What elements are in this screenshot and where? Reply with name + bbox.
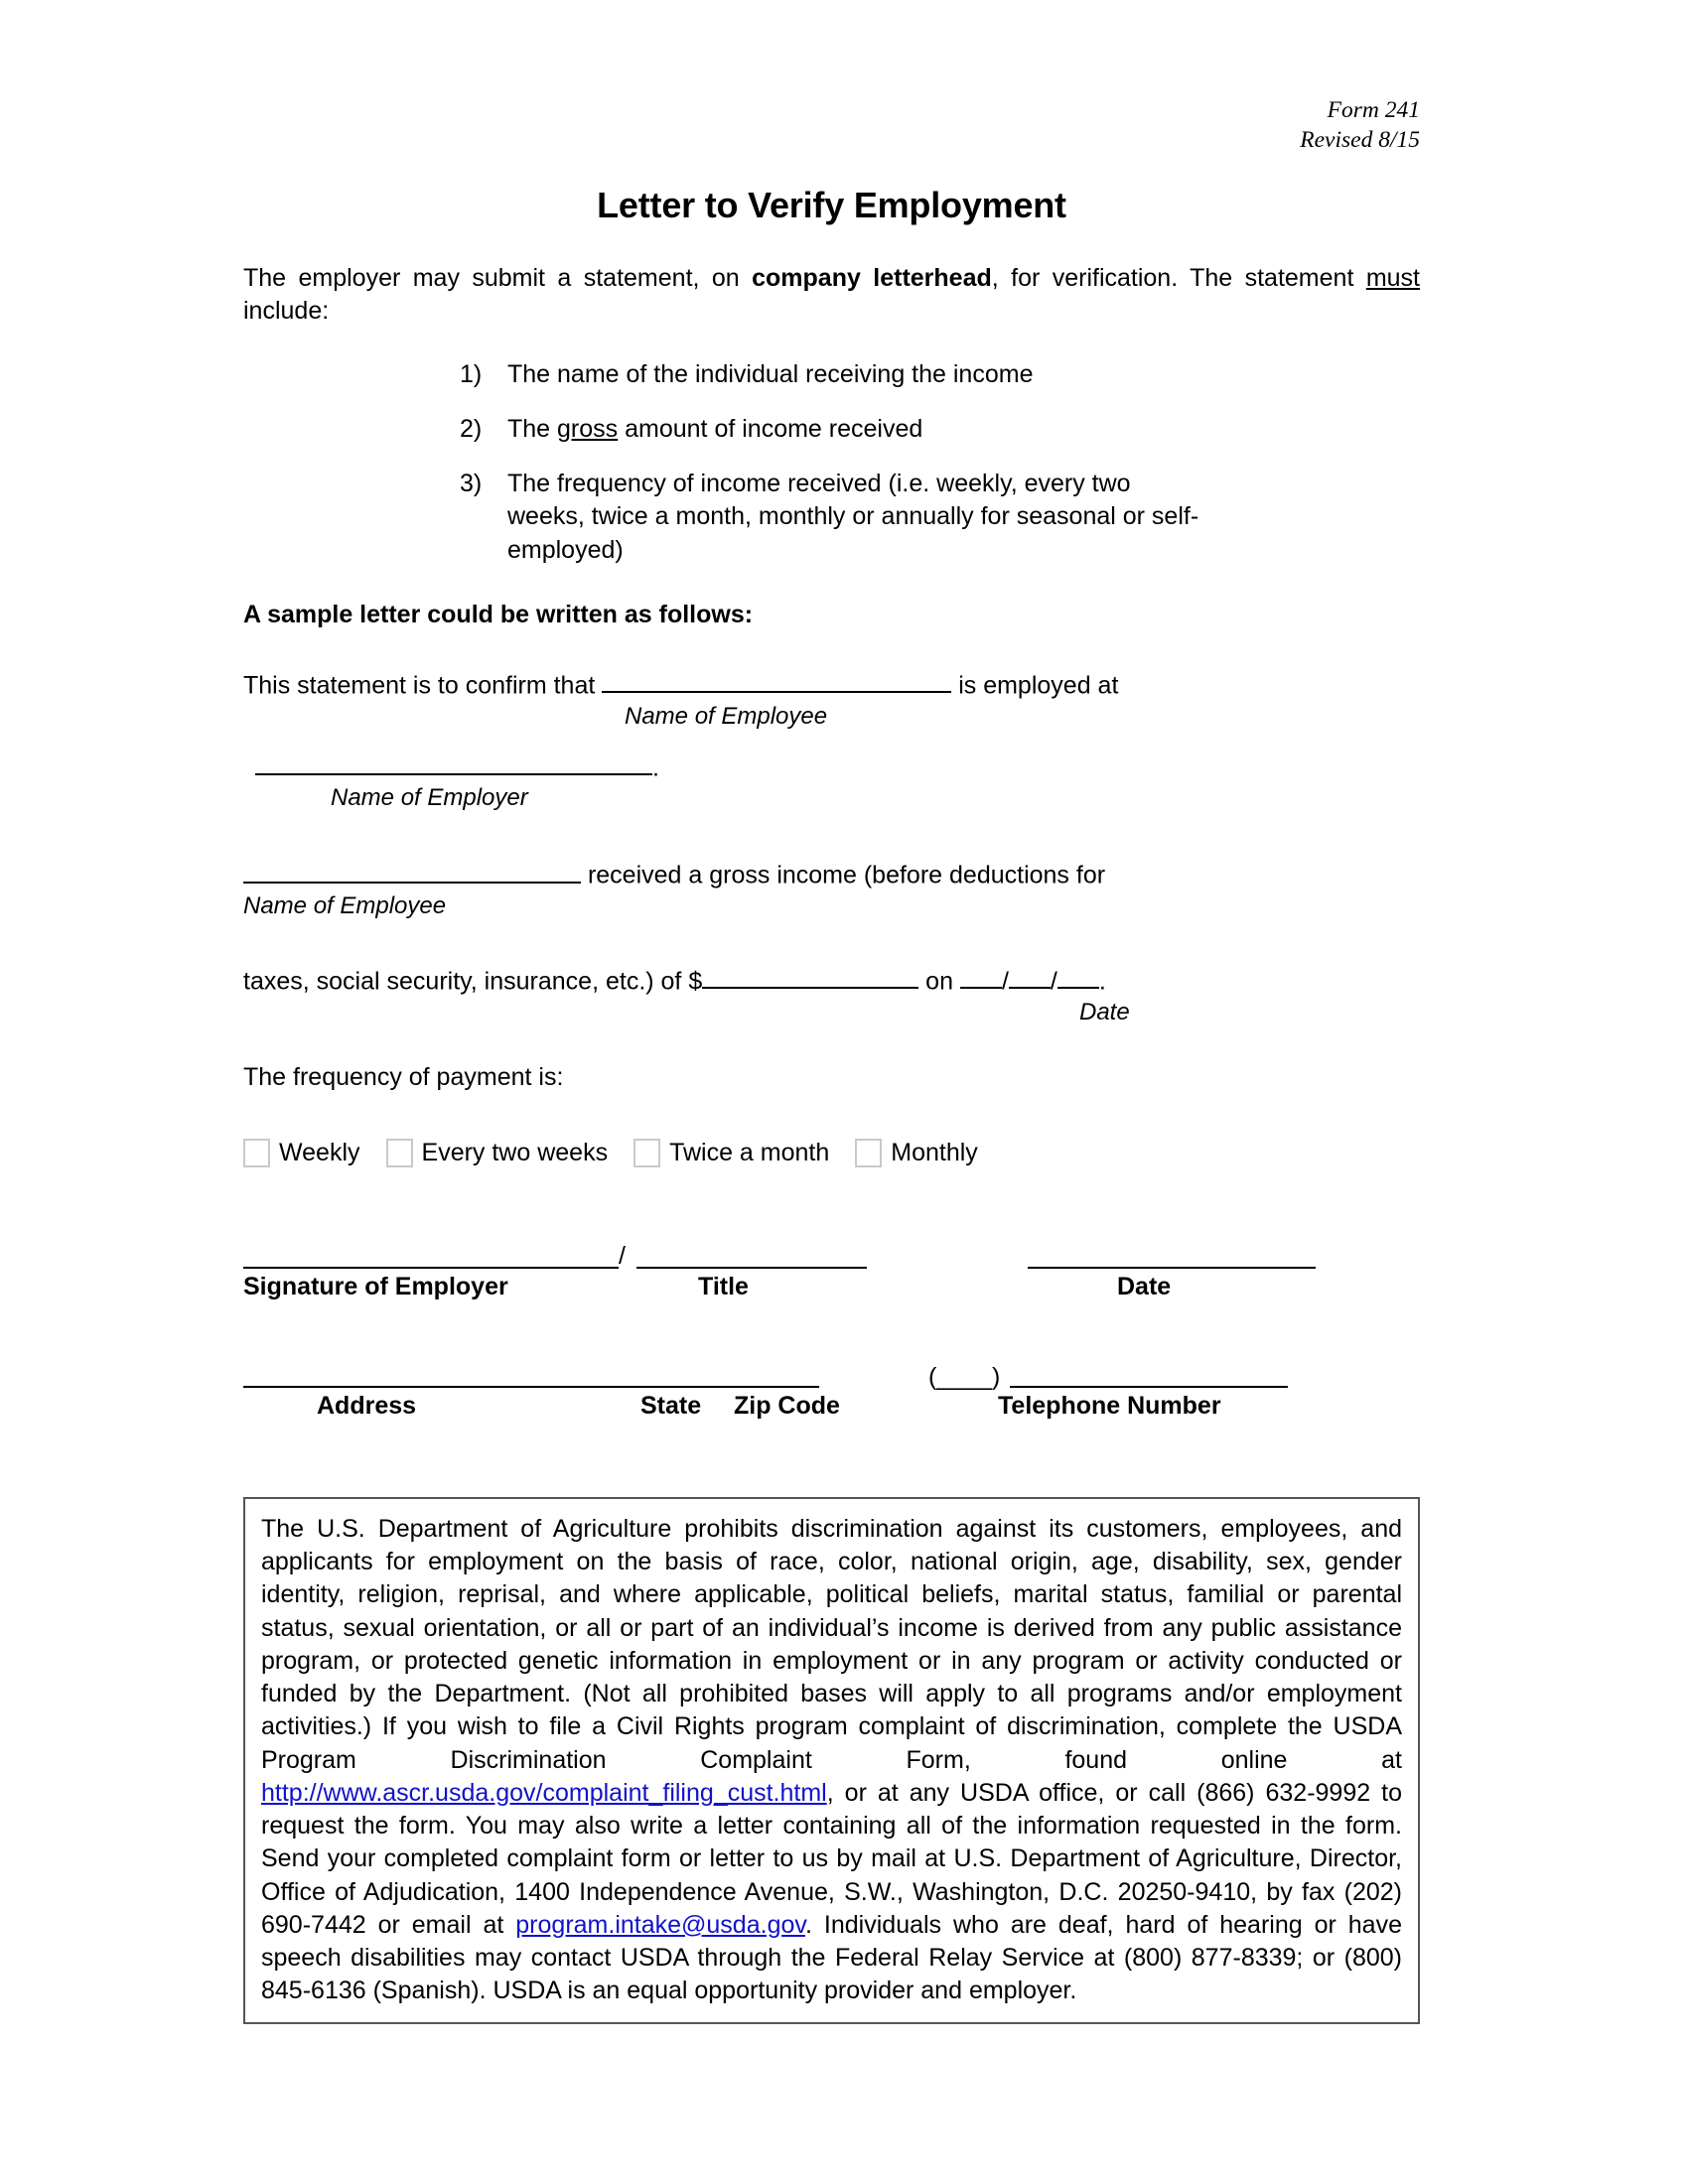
confirm-line-post: is employed at xyxy=(951,671,1119,699)
frequency-option-every-two-weeks[interactable] xyxy=(386,1137,634,1169)
employee-name-field-1[interactable] xyxy=(602,665,951,693)
notice-paragraph-3: . Individuals who are deaf, hard of hearing or have speech disabilities may contact USDA through the Federal Relay Service at (800) 877-8339; or (800) 845-6136 (Spanish). USDA is an equal opportunity provider and employer. xyxy=(261,1910,1402,2005)
intro-part-1: The employer may submit a statement, on xyxy=(243,264,753,292)
caption-name-of-employer: Name of Employer xyxy=(331,784,528,812)
requirements-list xyxy=(243,358,1420,567)
date-month-field[interactable] xyxy=(960,961,1002,989)
checkbox-every-two-weeks-icon[interactable] xyxy=(386,1139,413,1167)
requirement-number-2: 2) xyxy=(460,414,483,443)
label-zip-code: Zip Code xyxy=(734,1391,840,1420)
caption-date: Date xyxy=(1079,998,1130,1025)
date-day-field[interactable] xyxy=(1009,961,1051,989)
date-caption-row xyxy=(243,998,1420,1029)
intro-bold-company-letterhead: company letterhead xyxy=(752,264,992,292)
requirement-text-3: The frequency of income received (i.e. weekly, every two weeks, twice a month, monthly or annually for seasonal or self-employed) xyxy=(507,470,1199,564)
checkbox-label-weekly: Weekly xyxy=(279,1139,360,1167)
signature-line-row xyxy=(243,1231,1420,1269)
frequency-checkbox-row xyxy=(243,1137,1420,1169)
signature-block xyxy=(243,1231,1420,1304)
address-line-row xyxy=(243,1350,1420,1391)
label-telephone-number: Telephone Number xyxy=(998,1391,1221,1420)
caption-name-of-employee-2: Name of Employee xyxy=(243,892,447,919)
sample-letter-heading: A sample letter could be written as follows: xyxy=(243,600,754,628)
form-meta xyxy=(1003,95,1420,155)
employee-caption-row-2 xyxy=(243,891,1420,923)
intro-underline-must: must xyxy=(1365,264,1420,292)
amount-line-end: . xyxy=(1098,967,1106,996)
notice-paragraph-1: The U.S. Department of Agriculture prohibits discrimination against its customers, employees, and applicants for employment on the basis of race, color, national origin, age, disability, sex, gender identity, religion, reprisal, and where applicable, political beliefs, marital status, familial or parental status, sexual orientation, or all or part of an individual’s income is derived from any public assistance program, or protected genetic information in employment or in any program or activity conducted or funded by the Department. (Not all prohibited bases will apply to all programs and/or employment activities.) If you wish to file a Civil Rights program complaint of discrimination, complete the USDA Program Discrimination Complaint Form, found online at xyxy=(261,1514,1402,1774)
date-separator-1: / xyxy=(1001,967,1009,996)
checkbox-label-monthly: Monthly xyxy=(891,1139,978,1167)
label-signature-of-employer: Signature of Employer xyxy=(243,1272,508,1300)
employee-caption-row-1 xyxy=(243,702,1420,734)
requirement-2-underline-gross: gross xyxy=(557,414,619,443)
signature-label-row xyxy=(243,1269,1420,1304)
address-block xyxy=(243,1350,1420,1424)
requirement-number-1: 1) xyxy=(460,359,483,388)
frequency-option-twice-a-month[interactable] xyxy=(633,1137,855,1169)
intro-part-3: include: xyxy=(243,297,330,326)
checkbox-label-every-two-weeks: Every two weeks xyxy=(421,1139,609,1167)
label-address: Address xyxy=(317,1391,417,1420)
form-revision: Revised 8/15 xyxy=(1300,127,1420,154)
employer-line xyxy=(243,748,1420,784)
phone-area-code-prefix[interactable]: (____) xyxy=(928,1362,1001,1391)
requirement-text-2 xyxy=(507,413,1202,446)
signature-title-slash: / xyxy=(619,1241,626,1270)
gross-amount-field[interactable] xyxy=(702,961,918,989)
intro-part-2: , for verification. The statement xyxy=(991,264,1366,292)
intro-paragraph xyxy=(243,262,1420,329)
requirement-item-2 xyxy=(460,413,1420,446)
label-title: Title xyxy=(698,1272,749,1300)
amount-line-mid: on xyxy=(918,967,960,996)
sample-letter-body xyxy=(243,665,1420,1424)
date-separator-2: / xyxy=(1050,967,1057,996)
usda-nondiscrimination-notice xyxy=(243,1497,1420,2024)
requirement-item-3 xyxy=(460,468,1420,567)
gross-income-text: received a gross income (before deductions for xyxy=(581,861,1106,889)
frequency-option-monthly[interactable] xyxy=(855,1137,1004,1169)
document-content xyxy=(243,0,1420,2024)
form-number: Form 241 xyxy=(1327,97,1420,123)
amount-line-pre: taxes, social security, insurance, etc.) of $ xyxy=(243,967,703,996)
checkbox-twice-a-month-icon[interactable] xyxy=(633,1139,660,1167)
caption-name-of-employee-1: Name of Employee xyxy=(625,702,828,730)
checkbox-weekly-icon[interactable] xyxy=(243,1139,270,1167)
usda-program-intake-email-link[interactable]: program.intake@usda.gov xyxy=(515,1910,806,1939)
notice-paragraph-2: , or at any USDA office, or call (866) 632-9992 to request the form. You may also write a letter containing all of the information requested in the form. Send your completed complaint form or letter to us by mail at U.S. Department of Agriculture, Director, Office of Adjudication, 1400 Independence Avenue, S.W., Washington, D.C. 20250-9410, by fax (202) 690-7442 or email at xyxy=(261,1778,1402,1939)
confirm-line xyxy=(243,665,1420,702)
frequency-option-weekly[interactable] xyxy=(243,1137,386,1169)
page-title: Letter to Verify Employment xyxy=(597,185,1066,225)
confirm-line-pre: This statement is to confirm that xyxy=(243,671,603,699)
usda-complaint-form-link[interactable]: http://www.ascr.usda.gov/complaint_filing_cust.html xyxy=(261,1778,827,1807)
employee-name-field-2[interactable] xyxy=(243,855,581,883)
checkbox-label-twice-a-month: Twice a month xyxy=(669,1139,830,1167)
employer-name-field[interactable] xyxy=(255,748,652,775)
frequency-label: The frequency of payment is: xyxy=(243,1062,564,1091)
label-state: State xyxy=(640,1391,702,1420)
gross-income-line xyxy=(243,855,1420,891)
amount-date-line xyxy=(243,961,1420,998)
date-year-field[interactable] xyxy=(1057,961,1099,989)
employer-caption-row xyxy=(243,783,1420,815)
requirement-text-1: The name of the individual receiving the income xyxy=(507,359,1034,388)
address-label-row xyxy=(243,1388,1420,1424)
requirement-number-3: 3) xyxy=(460,470,483,497)
requirement-2-post: amount of income received xyxy=(618,414,923,443)
employer-line-period: . xyxy=(652,752,659,781)
requirement-2-pre: The xyxy=(507,414,558,443)
checkbox-monthly-icon[interactable] xyxy=(855,1139,882,1167)
requirement-item-1 xyxy=(460,358,1420,391)
label-signature-date: Date xyxy=(1117,1272,1172,1300)
